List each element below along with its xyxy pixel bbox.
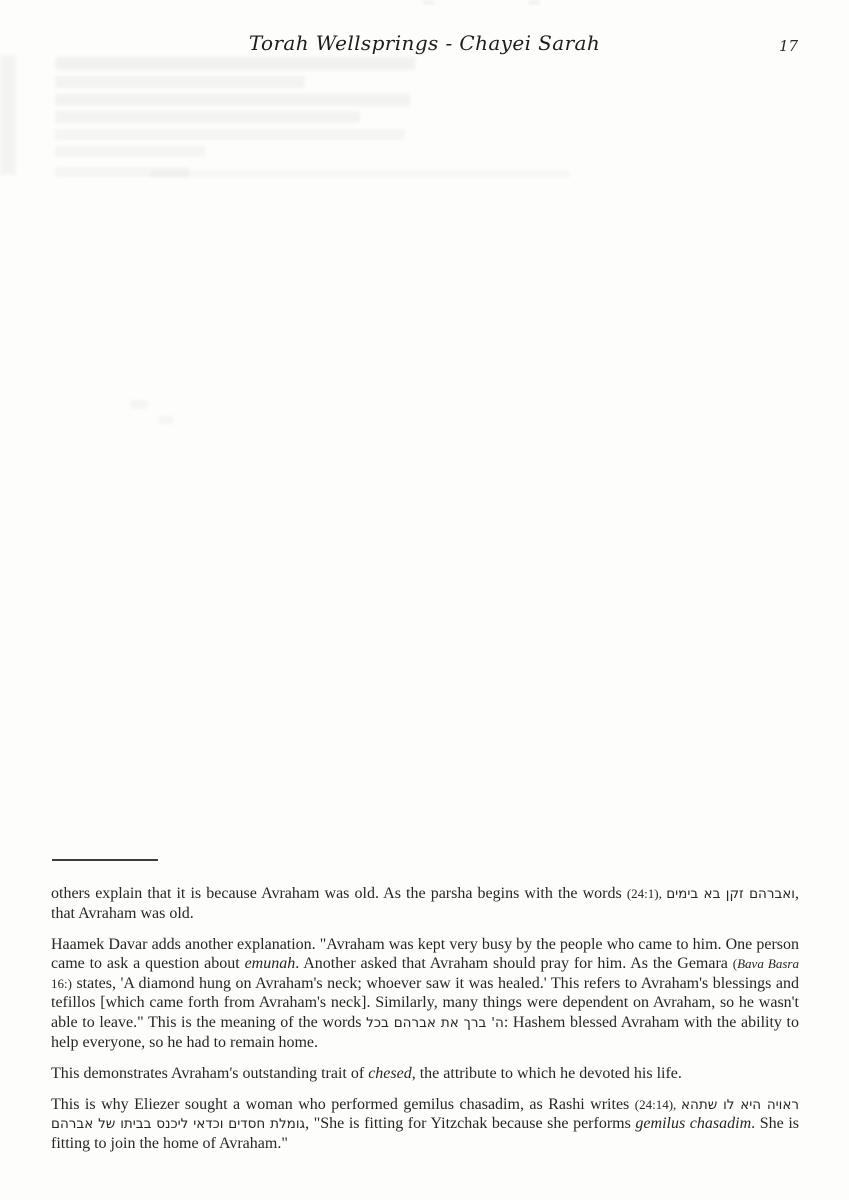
page-header	[0, 31, 849, 59]
ghost-edge-strip	[0, 55, 16, 175]
scan-artifact	[528, 0, 540, 5]
footnote-text-segment: others explain that it is because Avraham was old. As the parsha begins with the words	[51, 885, 627, 902]
footnote-text-segment: . She is fitting to join the home of Avraham."	[51, 1115, 799, 1153]
footnote-text-segment: : Hashem blessed Avraham with the ability to help everyone, so he had to remain home.	[51, 1014, 799, 1051]
footnote-text-segment: . Another asked that Avraham should pray for him. As the Gemara	[295, 955, 733, 973]
ghost-line	[55, 57, 415, 70]
running-header-title: Torah Wellsprings - Chayei Sarah	[248, 31, 601, 55]
footnote-block	[51, 884, 799, 1165]
footnote-text-segment: states, 'A diamond hung on Avraham's neck; whoever saw it was healed.' This refers to Avraham's blessings and tefillos [which came forth from Avraham's neck]. Similarly, many things were dependent on Avraham, so he wasn't able to leave." This is the meaning of the words	[51, 974, 799, 1032]
footnote-paragraph	[51, 1095, 799, 1154]
ghost-line	[55, 129, 405, 140]
footnote-text-segment: , "She is fitting for Yitzchak because she performs	[305, 1115, 636, 1133]
citation-ref: (	[732, 956, 738, 972]
citation-ref: (24:1),	[626, 886, 667, 901]
citation-ref: (24:14),	[634, 1096, 682, 1112]
citation-ref: 16:)	[51, 975, 72, 991]
italic-term: emunah	[244, 955, 296, 973]
hebrew-phrase: ה' ברך את אברהם בכל	[366, 1015, 504, 1032]
ghost-line	[55, 94, 410, 106]
footnote-paragraph	[51, 884, 799, 923]
ghost-line	[55, 111, 360, 123]
ghost-smudge	[158, 416, 173, 424]
italic-term: chesed	[368, 1064, 412, 1082]
footnote-text-segment: , that Avraham was old.	[51, 885, 799, 922]
page-number: 17	[779, 37, 799, 55]
ghost-smudge	[130, 400, 148, 409]
ghost-line	[150, 170, 570, 178]
footnote-paragraph	[51, 1064, 799, 1084]
ghost-line	[55, 146, 205, 157]
ghost-line	[55, 76, 305, 88]
italic-term: gemilus chasadim	[635, 1115, 752, 1133]
footnote-paragraph	[51, 935, 799, 1053]
citation-source: Bava Basra	[737, 956, 799, 972]
scan-artifact	[423, 0, 435, 5]
footnote-text-segment: This is why Eliezer sought a woman who performed gemilus chasadim, as Rashi writes	[51, 1095, 635, 1113]
hebrew-phrase: ואברהם זקן בא בימים	[666, 886, 795, 902]
footnote-text-segment: Haamek Davar adds another explanation. "Avraham was kept very busy by the people who came to him. One person came to ask a question about	[51, 935, 799, 973]
footnote-text-segment: This demonstrates Avraham's outstanding trait of	[51, 1064, 369, 1082]
footnote-text-segment: , the attribute to which he devoted his life.	[411, 1064, 682, 1082]
footnote-separator	[52, 859, 158, 861]
hebrew-phrase: ראויה היא לו שתהא גומלת חסדים וכדאי ליכנס בביתו של אברהם	[51, 1096, 799, 1133]
